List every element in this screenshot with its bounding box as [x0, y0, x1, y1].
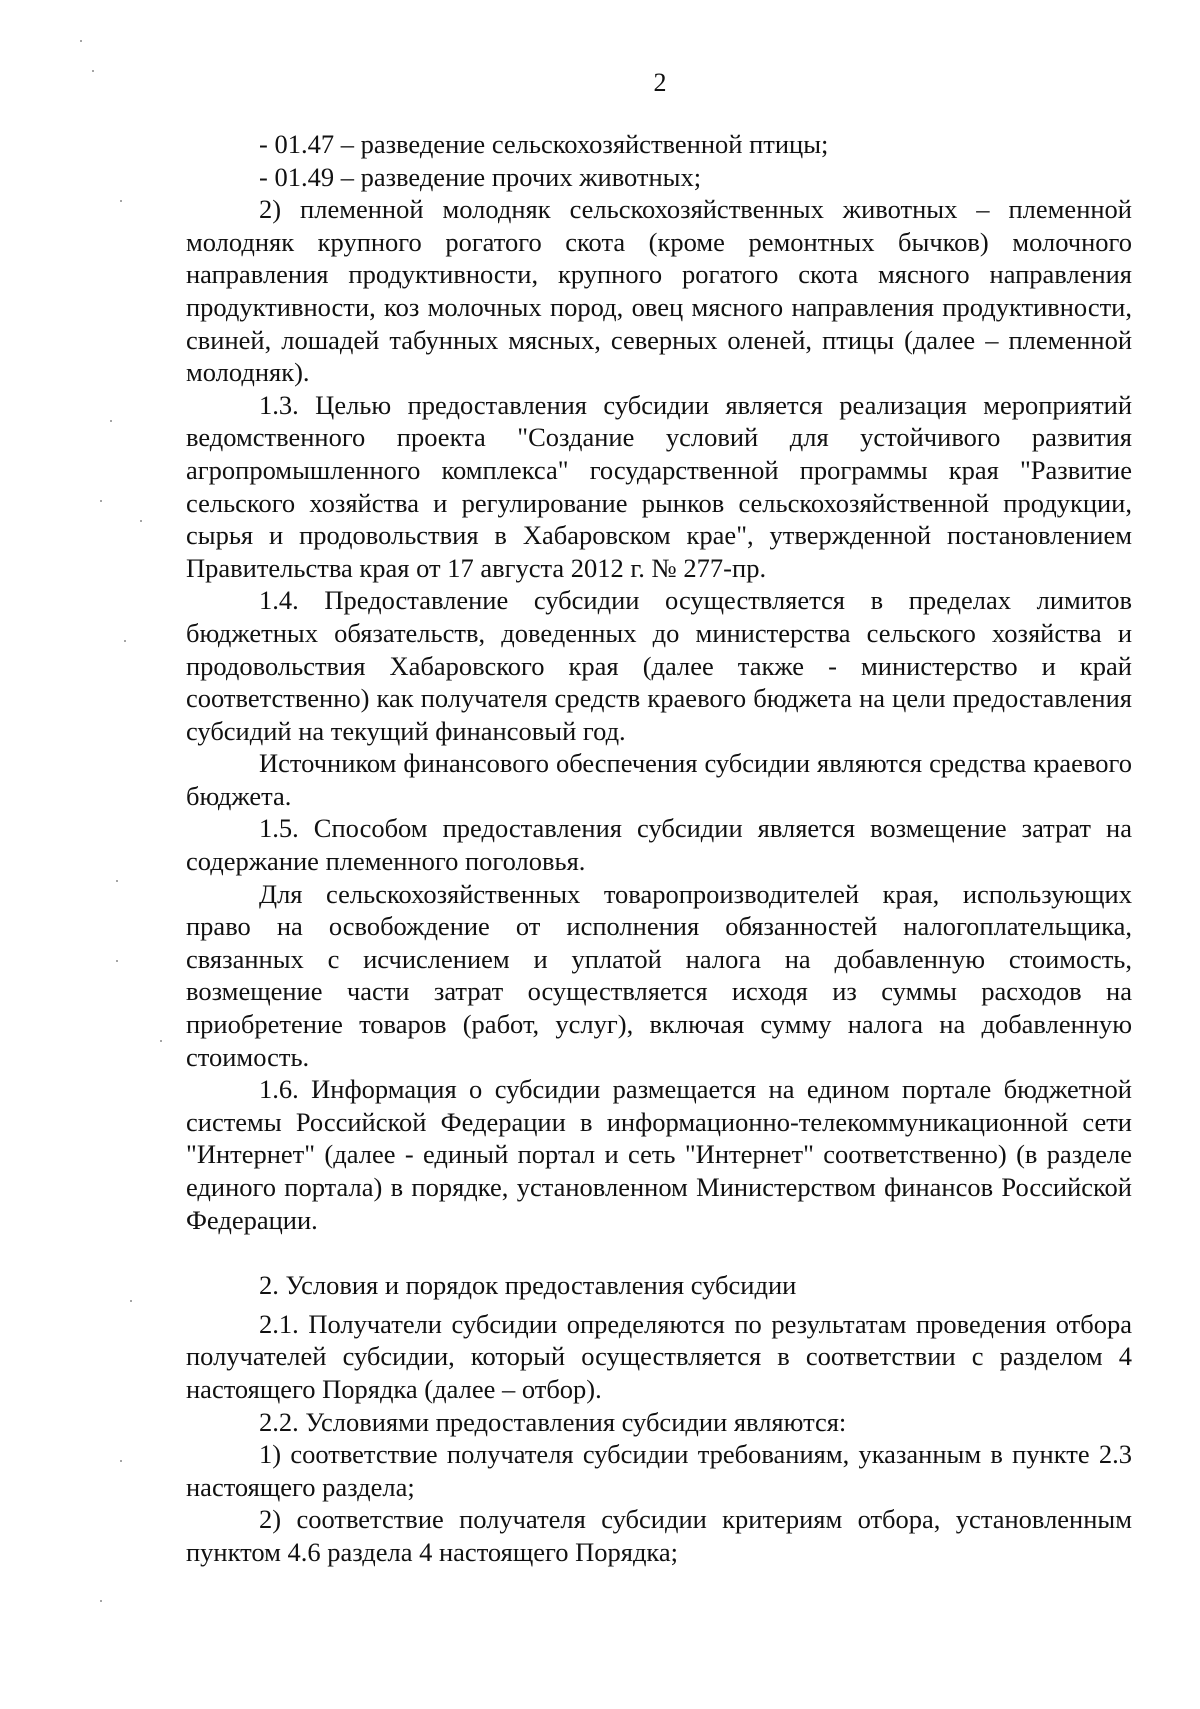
page-number: 2 — [653, 68, 667, 97]
paragraph: 1.4. Предоставление субсидии осуществляется в пределах лимитов бюджетных обязательств, доведенных до министерства сельского хозяйства и продовольствия Хабаровского края (далее также - министерство и край соответственно) как получателя средств краевого бюджета на цели предоставления субсидий на текущий финансовый год. — [186, 585, 1132, 746]
list-item: - 01.47 – разведение сельскохозяйственной птицы; — [259, 129, 829, 159]
paragraph: Источником финансового обеспечения субсидии являются средства краевого бюджета. — [186, 748, 1132, 811]
section-heading: 2. Условия и порядок предоставления субсидии — [259, 1270, 797, 1301]
paragraph: 2.1. Получатели субсидии определяются по результатам проведения отбора получателей субсидии, который осуществляется в соответствии с разделом 4 настоящего Порядка (далее – отбор). — [186, 1308, 1132, 1404]
paragraph: 1) соответствие получателя субсидии требованиям, указанным в пункте 2.3 настоящего раздела; — [186, 1439, 1132, 1502]
paragraph: 1.3. Целью предоставления субсидии является реализация мероприятий ведомственного проекта "Создание условий для устойчивого развития агропромышленного комплекса" государственной программы края "Развитие сельского хозяйства и регулирование рынков сельскохозяйственной продукции, сырья и продовольствия в Хабаровском крае", утвержденной постановлением Правительства края от 17 августа 2012 г. № 277-пр. — [186, 389, 1132, 583]
list-item: - 01.49 – разведение прочих животных; — [259, 161, 702, 192]
paragraph: 1.5. Способом предоставления субсидии является возмещение затрат на содержание племенного поголовья. — [186, 813, 1132, 877]
paragraph: 2) племенной молодняк сельскохозяйственных животных – племенной молодняк крупного рогатого скота (кроме ремонтных бычков) молочного направления продуктивности, крупного рогатого скота мясного направления продуктивности, коз молочных пород, овец мясного направления продуктивности, свиней, лошадей табунных мясных, северных оленей, птицы (далее – племенной молодняк). — [186, 194, 1132, 388]
scan-margin-specks — [40, 0, 180, 1709]
paragraph: 1.6. Информация о субсидии размещается на едином портале бюджетной системы Российской Федерации в информационно-телекоммуникационной сети "Интернет" (далее - единый портал и сеть "Интернет" соответственно) (в разделе единого портала) в порядке, установленном Министерством финансов Российской Федерации. — [186, 1074, 1132, 1235]
document-body — [186, 128, 1132, 1569]
paragraph: 2) соответствие получателя субсидии критериям отбора, установленным пунктом 4.6 раздела 4 настоящего Порядка; — [186, 1504, 1132, 1567]
paragraph: 2.2. Условиями предоставления субсидии являются: — [259, 1406, 847, 1437]
paragraph: Для сельскохозяйственных товаропроизводителей края, использующих право на освобождение от исполнения обязанностей налогоплательщика, связанных с исчислением и уплатой налога на добавленную стоимость, возмещение части затрат осуществляется исходя из суммы расходов на приобретение товаров (работ, услуг), включая сумму налога на добавленную стоимость. — [186, 878, 1132, 1072]
